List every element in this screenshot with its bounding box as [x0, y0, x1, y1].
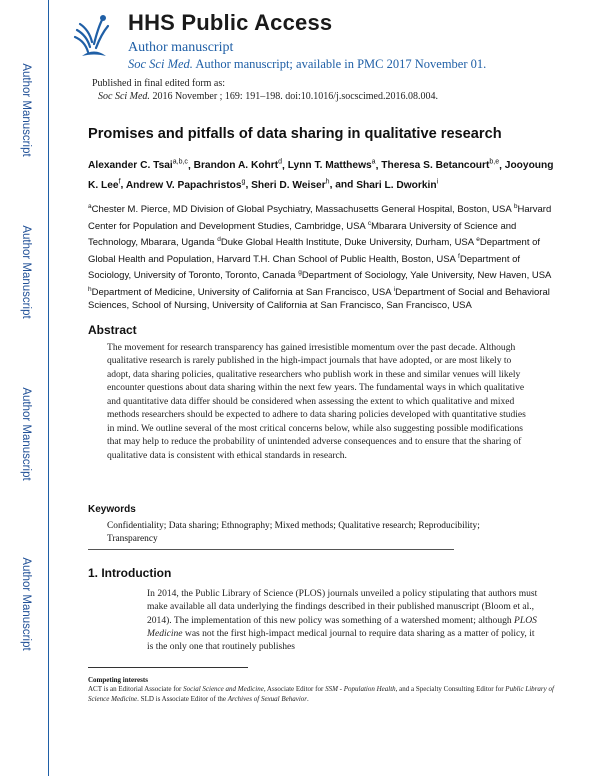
affiliation: $^d$Duke Global Health Institute, Duke University, Durham, USA [217, 236, 474, 249]
affiliation: $^i$Department of Social and Behavioral Sciences, School of Nursing, University of California at San Francisco, San Francisco, USA [88, 285, 550, 312]
author: Andrew V. Papachristos$^g$ [125, 178, 246, 191]
author: Lynn T. Matthews$^a$ [287, 159, 376, 172]
competing-interests-heading: Competing interests [88, 676, 148, 684]
published-form-label: Published in final edited form as: [92, 78, 226, 89]
author: Theresa S. Betancourt$^{b,e}$ [381, 159, 500, 172]
author-list: Alexander C. Tsai$^{a,b,c}$, Brandon A. Kohrt$^d$, Lynn T. Matthews$^a$, Theresa S. Betancourt$^{b,e}$, Jooyoung K. Lee$^f$, Andrew V. Papachristos$^g$, Sheri D. Weiser$^h$, and Shari L. Dworkin$^i$ [88, 159, 554, 191]
affiliation: $^a$Chester M. Pierce, MD Division of Global Psychiatry, Massachusetts General Hospital, Boston, USA [88, 203, 512, 216]
author: Alexander C. Tsai$^{a,b,c}$ [88, 159, 188, 172]
keywords-divider [88, 549, 454, 550]
journal-mention: PLOS Medicine [147, 614, 537, 639]
abstract-text: The movement for research transparency has gained irresistible momentum over the past decade. Although qualitative research is rarely published in the high-impact journals that have adopted, or are most likely to adopt, data sharing policies, qualitative researchers who publish work in these and similar venues will likely encounter questions about data sharing within the next few years. The fundamental ways in which qualitative and quantitative data differ should be considered when assessing the extent to which qualitative and mixed methods researchers should be expected to adhere to data sharing policies developed with quantitative studies in mind. We outline several of the most critical concerns below, while also suggesting possible modifications that may help to reduce the probability of unintended adverse consequences and to ensure that the sharing of qualitative data is consistent with ethical standards in research. [107, 342, 526, 461]
keywords-heading: Keywords [88, 504, 136, 515]
affiliation: $^c$Mbarara University of Science and Technology, Mbarara, Uganda [88, 219, 517, 249]
affiliation: $^f$Department of Sociology, University of Toronto, Toronto, Canada [88, 252, 521, 282]
introduction-heading: 1. Introduction [88, 566, 172, 580]
author: Brandon A. Kohrt$^d$ [193, 159, 283, 172]
affiliations [88, 200, 558, 313]
availability-line [128, 57, 486, 72]
citation-details: 2016 November ; 169: 191–198. doi:10.1016/j.socscimed.2016.08.004. [152, 90, 438, 102]
hhs-eagle-logo-icon [72, 12, 114, 64]
competing-interests-text: ACT is an Editorial Associate for Social Science and Medicine, Associate Editor for SSM - Population Health, and a Specialty Consulting Editor for Public Library of Science Medicine. SLD is Associate Editor of the Archives of Sexual Behavior. [88, 685, 554, 703]
keywords-text: Confidentiality; Data sharing; Ethnography; Mixed methods; Qualitative research; Reproducibility; Transparency [107, 521, 480, 544]
citation-journal: Soc Sci Med. [98, 90, 150, 102]
availability-text: Author manuscript; available in PMC 2017 November 01. [195, 57, 487, 71]
author-manuscript-sidebar: Author Manuscript Author Manuscript Author Manuscript Author Manuscript [0, 0, 52, 776]
article-title: Promises and pitfalls of data sharing in qualitative research [88, 126, 502, 142]
affiliation: $^b$Harvard Center for Population and Development Studies, Cambridge, USA [88, 203, 552, 232]
introduction-text: In 2014, the Public Library of Science (PLOS) journals unveiled a policy stipulating that authors must make available all data underlying the findings described in their published manuscript (Bloom et al., 2014). The implementation of this new policy was something of a watershed moment; although PLOS Medicine was not the first high-impact medical journal to require data sharing as a matter of policy, it is the only one that routinely publishes [147, 588, 538, 653]
abstract-heading: Abstract [88, 323, 137, 337]
hhs-public-access-title: HHS Public Access [128, 10, 333, 35]
affiliation: $^e$Department of Global Health and Population, Harvard T.H. Chan School of Public Health, Boston, USA [88, 236, 541, 265]
footnote-divider [88, 667, 248, 668]
author: Sheri D. Weiser$^h$ [251, 178, 330, 191]
sidebar-divider-line [48, 0, 49, 776]
author-manuscript-label: Author manuscript [128, 40, 234, 55]
journal-name: Soc Sci Med. [128, 57, 193, 71]
author: Jooyoung K. Lee$^f$ [88, 160, 554, 191]
publication-info [92, 78, 438, 103]
citation-line [92, 91, 438, 104]
author: Shari L. Dworkin$^i$ [356, 178, 439, 191]
affiliation: $^h$Department of Medicine, University of California at San Francisco, USA [88, 285, 392, 298]
affiliation: $^g$Department of Sociology, Yale University, New Haven, USA [298, 269, 551, 282]
